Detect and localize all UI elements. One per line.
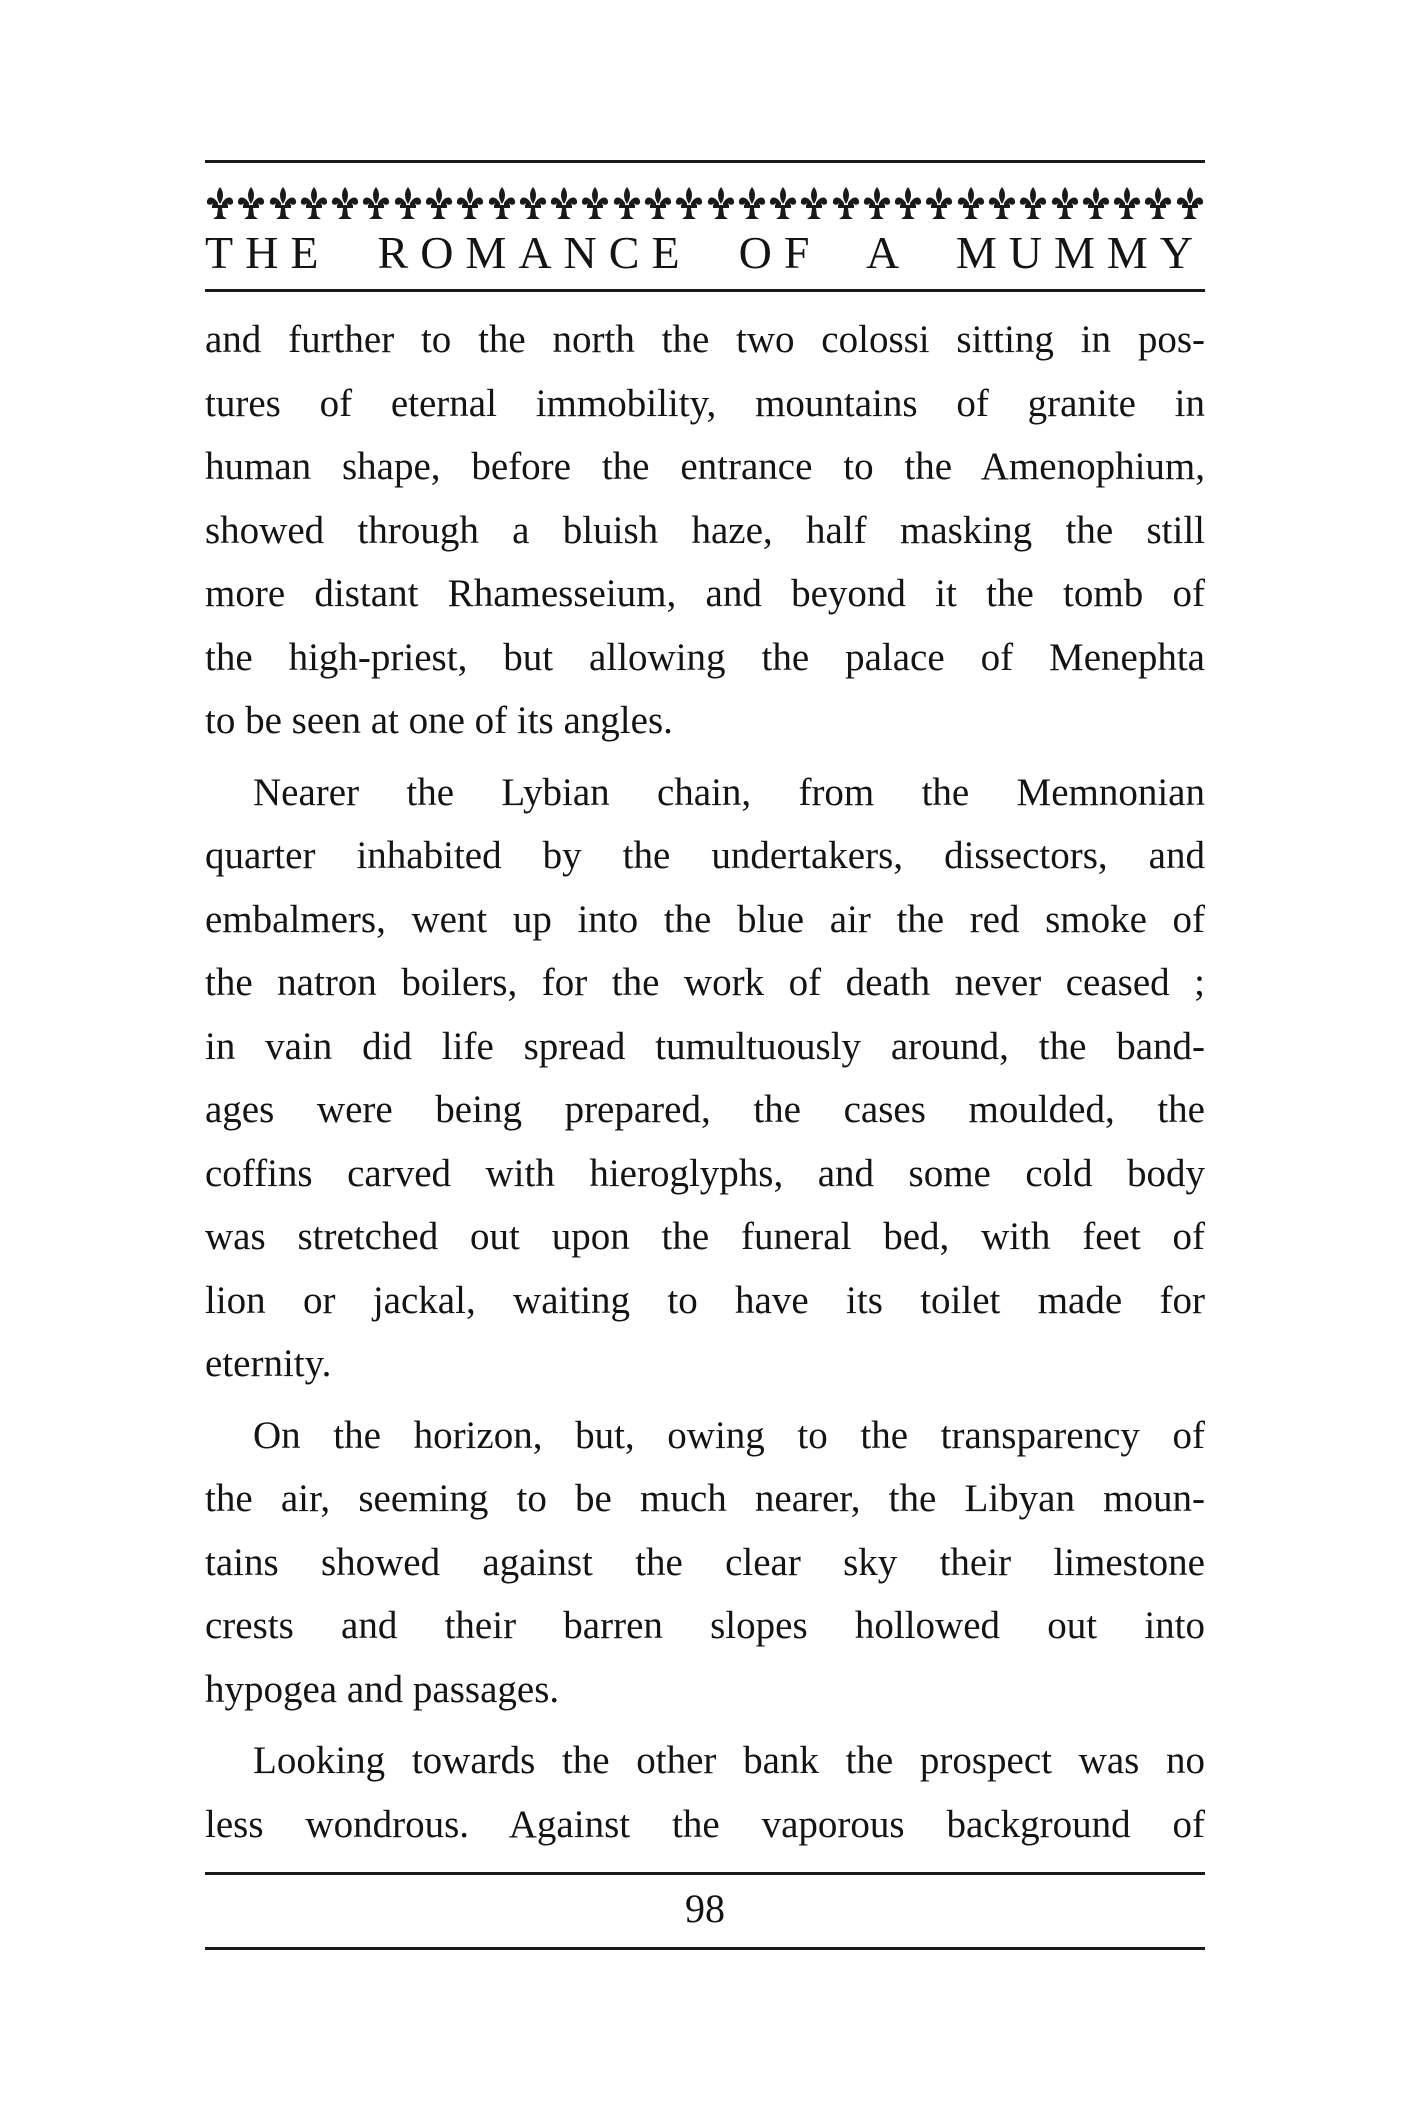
paragraph [205, 761, 1205, 1396]
fleur-de-lis-icon [1018, 186, 1048, 220]
fleur-de-lis-icon [924, 186, 954, 220]
paragraph [205, 1404, 1205, 1722]
fleur-de-lis-icon [706, 186, 736, 220]
title-rule [205, 289, 1205, 292]
fleur-de-lis-icon [956, 186, 986, 220]
fleur-de-lis-icon [424, 186, 454, 220]
fleur-de-lis-icon [330, 186, 360, 220]
fleur-de-lis-icon [987, 186, 1017, 220]
text-line: embalmers, went up into the blue air the red smoke of [205, 897, 1205, 941]
fleur-de-lis-icon [643, 186, 673, 220]
book-page [205, 160, 1205, 1950]
text-line: tains showed against the clear sky their limestone [205, 1540, 1205, 1584]
fleur-de-lis-icon [1112, 186, 1142, 220]
fleur-de-lis-icon [831, 186, 861, 220]
fleur-de-lis-icon [893, 186, 923, 220]
fleur-de-lis-icon [455, 186, 485, 220]
fleur-de-lis-icon [487, 186, 517, 220]
text-line: more distant Rhamesseium, and beyond it the tomb of [205, 572, 1205, 615]
text-line: hypogea and passages. [205, 1667, 560, 1711]
text-line: On the horizon, but, owing to the transparency of [253, 1413, 1205, 1457]
fleur-de-lis-icon [361, 186, 391, 220]
text-line: coffins carved with hieroglyphs, and some cold body [205, 1151, 1205, 1195]
fleur-de-lis-icon [862, 186, 892, 220]
body-text [205, 308, 1205, 1856]
fleur-de-lis-icon [1050, 186, 1080, 220]
fleur-de-lis-icon [205, 186, 235, 220]
fleur-de-lis-icon [1081, 186, 1111, 220]
text-line: to be seen at one of its angles. [205, 699, 673, 742]
text-line: Nearer the Lybian chain, from the Memnonian [253, 770, 1205, 814]
fleur-de-lis-icon [612, 186, 642, 220]
fleur-de-lis-icon [549, 186, 579, 220]
folio-bottom-rule [205, 1947, 1205, 1950]
paragraph [205, 1729, 1205, 1856]
fleur-de-lis-icon [268, 186, 298, 220]
text-line: eternity. [205, 1342, 332, 1385]
text-line: was stretched out upon the funeral bed, with feet of [205, 1215, 1205, 1258]
fleur-de-lis-icon [1175, 186, 1205, 220]
text-line: lion or jackal, waiting to have its toilet made for [205, 1278, 1205, 1322]
fleur-de-lis-icon [1143, 186, 1173, 220]
fleur-de-lis-icon [236, 186, 266, 220]
fleur-de-lis-icon [768, 186, 798, 220]
text-line: crests and their barren slopes hollowed out into [205, 1604, 1205, 1647]
fleur-de-lis-icon [799, 186, 829, 220]
text-line: and further to the north the two colossi sitting in pos- [205, 318, 1205, 361]
fleur-de-lis-icon [518, 186, 548, 220]
folio-top-rule [205, 1872, 1205, 1875]
text-line: the natron boilers, for the work of death never ceased ; [205, 961, 1205, 1004]
text-line: less wondrous. Against the vaporous background of [205, 1802, 1205, 1846]
running-title: THE ROMANCE OF A MUMMY [205, 227, 1205, 278]
text-line: quarter inhabited by the undertakers, dissectors, and [205, 834, 1205, 877]
fleur-de-lis-icon [580, 186, 610, 220]
page-number: 98 [685, 1886, 725, 1931]
paragraph [205, 308, 1205, 753]
text-line: Looking towards the other bank the prospect was no [253, 1739, 1205, 1782]
text-line: in vain did life spread tumultuously around, the band- [205, 1024, 1205, 1068]
text-line: human shape, before the entrance to the Amenophium, [205, 445, 1205, 488]
text-line: ages were being prepared, the cases moulded, the [205, 1088, 1205, 1131]
ornament-band [205, 185, 1205, 221]
top-rule [205, 160, 1205, 163]
fleur-de-lis-icon [393, 186, 423, 220]
text-line: showed through a bluish haze, half masking the still [205, 508, 1205, 552]
fleur-de-lis-icon [674, 186, 704, 220]
text-line: the high-priest, but allowing the palace of Menephta [205, 635, 1205, 679]
text-line: tures of eternal immobility, mountains of granite in [205, 381, 1205, 425]
fleur-de-lis-icon [299, 186, 329, 220]
fleur-de-lis-icon [737, 186, 767, 220]
text-line: the air, seeming to be much nearer, the Libyan moun- [205, 1477, 1205, 1520]
